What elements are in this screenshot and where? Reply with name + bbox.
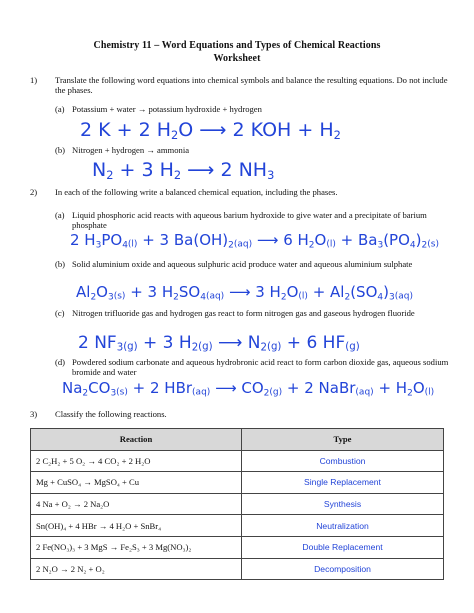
table-row xyxy=(31,536,444,558)
q2b-text: Solid aluminium oxide and aqueous sulphuric acid produce water and aqueous aluminium sulphate xyxy=(72,259,413,269)
classification-table xyxy=(30,428,444,580)
table-row xyxy=(31,450,444,472)
type-cell: Decomposition xyxy=(242,558,444,580)
reaction-cell: Mg + CuSO₄ → MgSO₄ + Cu xyxy=(31,472,242,494)
q2d-answer: $Na_2CO_3(s) + 2$ HBr(aq) ⟶ $CO_2(g) + 2$ NaBr(aq) + $H_2O(l)$ xyxy=(62,379,435,399)
q2a-text: Liquid phosphoric acid reacts with aqueous barium hydroxide to give water and a precipitate of barium phosphate xyxy=(72,210,427,231)
reaction-cell: 4 Na + O₂ → 2 Na₂O xyxy=(31,493,242,515)
q2d-label: (d) xyxy=(55,357,66,367)
type-cell: Single Replacement xyxy=(242,472,444,494)
type-cell: Synthesis xyxy=(242,493,444,515)
question-3-number: 3) xyxy=(30,409,38,419)
table-row xyxy=(31,558,444,580)
q2a-label: (a) xyxy=(55,210,65,220)
q2b-label: (b) xyxy=(55,259,66,269)
table-header-row xyxy=(31,429,444,451)
q1a-text: Potassium + water → potassium hydroxide + hydrogen xyxy=(72,104,262,114)
q1b-answer: $N_2 + 3$ $H_2$ ⟶ 2 $NH_3$ xyxy=(92,159,275,182)
question-2-text: In each of the following write a balanced chemical equation, including the phases. xyxy=(55,187,338,197)
q2c-text: Nitrogen trifluoride gas and hydrogen gas react to form nitrogen gas and gaseous hydrogen fluoride xyxy=(72,308,415,318)
q2d-text: Powdered sodium carbonate and aqueous hydrobronic acid react to form carbon dioxide gas, aqueous sodium bromide and water xyxy=(72,357,449,378)
reaction-cell: 2 N₂O → 2 N₂ + O₂ xyxy=(31,558,242,580)
table-row xyxy=(31,515,444,537)
q2c-label: (c) xyxy=(55,308,65,318)
question-2-number: 2) xyxy=(30,187,38,197)
question-1-number: 1) xyxy=(30,75,38,85)
q1a-answer: 2 K + 2 $H_2O$ ⟶ 2 KOH + $H_2$ xyxy=(80,119,341,142)
reaction-cell: Sn(OH)₄ + 4 HBr → 4 H₂O + SnBr₄ xyxy=(31,515,242,537)
q1a-label: (a) xyxy=(55,104,65,114)
q1b-label: (b) xyxy=(55,145,66,155)
page-title: Chemistry 11 – Word Equations and Types of Chemical Reactions xyxy=(93,40,381,51)
page-title-line2: Worksheet xyxy=(213,53,261,64)
column-header-reaction: Reaction xyxy=(31,429,242,451)
question-3-text: Classify the following reactions. xyxy=(55,409,167,419)
reaction-cell: 2 Fe(NO₃)₃ + 3 MgS → Fe₂S₃ + 3 Mg(NO₃)₂ xyxy=(31,536,242,558)
type-cell: Neutralization xyxy=(242,515,444,537)
q2b-answer: $Al_2O_3(s) + 3$ $H_2SO_4(aq)$ ⟶ 3 $H_2O(l) + Al_2(SO_4)_3(aq)$ xyxy=(76,283,413,303)
table-row xyxy=(31,472,444,494)
column-header-type: Type xyxy=(242,429,444,451)
reaction-cell: 2 C₂H₂ + 5 O₂ → 4 CO₂ + 2 H₂O xyxy=(31,450,242,472)
table-row xyxy=(31,493,444,515)
type-cell: Combustion xyxy=(242,450,444,472)
q2a-answer: 2 $H_3PO_4(l) + 3$ $Ba(OH)_2(aq)$ ⟶ 6 $H_2O(l) + Ba_3(PO_4)_2(s)$ xyxy=(70,231,439,251)
type-cell: Double Replacement xyxy=(242,536,444,558)
q2c-answer: 2 $NF_3(g) + 3$ $H_2(g)$ ⟶ $N_2(g) + 6$ HF(g) xyxy=(78,333,360,354)
q1b-text: Nitrogen + hydrogen → ammonia xyxy=(72,145,190,155)
question-1-text: Translate the following word equations into chemical symbols and balance the resulting equations. Do not include the phases. xyxy=(55,75,448,96)
